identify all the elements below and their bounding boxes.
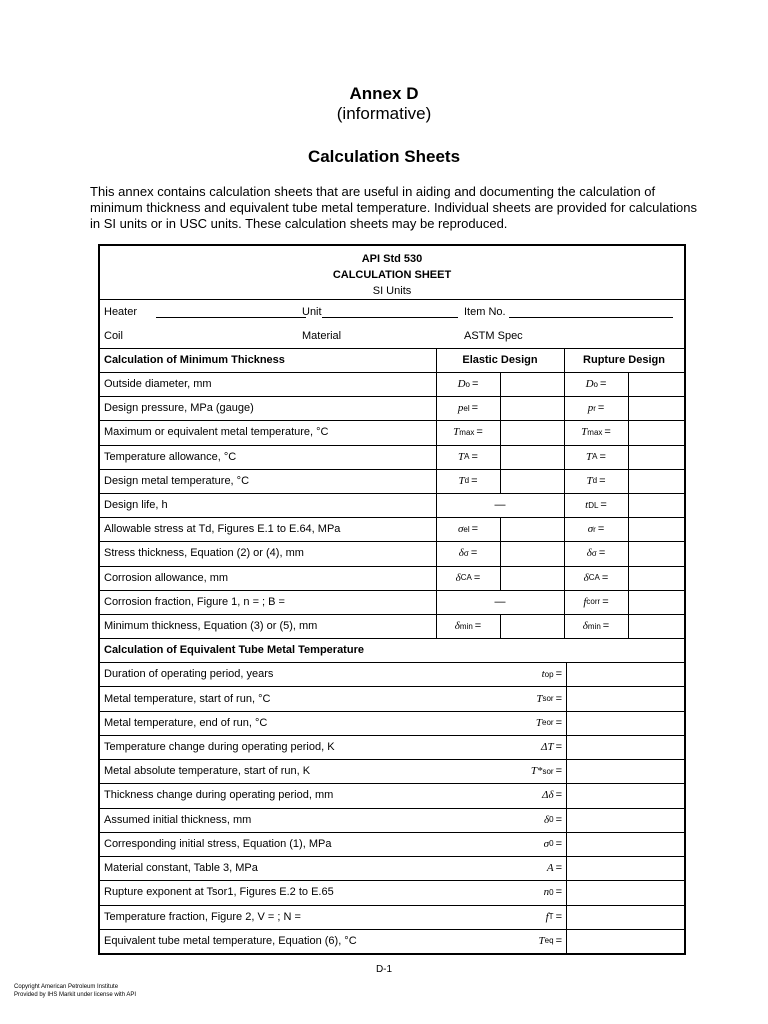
- rupture-symbol: [564, 614, 628, 638]
- elastic-value-field[interactable]: [500, 396, 564, 420]
- column-divider: [436, 566, 437, 590]
- column-divider: [628, 614, 629, 638]
- elastic-symbol: [436, 541, 500, 565]
- equiv-symbol: [516, 880, 566, 904]
- equals-sign: =: [555, 668, 562, 681]
- column-divider: [564, 469, 565, 493]
- row-label: Outside diameter, mm: [104, 378, 212, 391]
- page-number: D-1: [375, 964, 393, 975]
- row-label: Duration of operating period, years: [104, 668, 274, 681]
- rupture-symbol: [564, 493, 628, 517]
- column-divider: [628, 445, 629, 469]
- column-divider: [566, 808, 567, 832]
- symbol-subscript: r: [593, 403, 596, 413]
- column-divider: [436, 420, 437, 444]
- heater-info-block: [100, 300, 684, 349]
- symbol: δ: [583, 571, 589, 584]
- row-label: Design life, h: [104, 499, 168, 512]
- symbol: T: [586, 474, 593, 487]
- equiv-temp-row: [100, 759, 684, 784]
- license-line: Provided by IHS Markit under license with API: [14, 992, 137, 998]
- row-label: Corrosion allowance, mm: [104, 571, 229, 584]
- column-divider: [566, 929, 567, 953]
- heater-label: Heater: [104, 306, 138, 318]
- symbol: D: [585, 378, 594, 391]
- equiv-temp-row: [100, 929, 684, 953]
- equals-sign: =: [473, 571, 481, 584]
- elastic-value-field[interactable]: [500, 614, 564, 638]
- symbol: T*: [530, 765, 543, 778]
- column-divider: [436, 469, 437, 493]
- column-divider: [566, 856, 567, 880]
- min-thickness-header-row: [100, 348, 684, 373]
- equiv-value-field[interactable]: [566, 856, 684, 880]
- column-divider: [566, 735, 567, 759]
- symbol-subscript: 0: [549, 815, 554, 825]
- symbol-subscript: op: [544, 669, 554, 679]
- min-thickness-row: [100, 396, 684, 421]
- column-divider: [500, 614, 501, 638]
- symbol-subscript: eor: [542, 718, 554, 728]
- row-label: Equivalent tube metal temperature, Equation (6), °C: [104, 934, 357, 947]
- rupture-value-field[interactable]: [628, 517, 684, 541]
- rupture-value-field[interactable]: [628, 590, 684, 614]
- equals-sign: =: [601, 571, 609, 584]
- symbol-subscript: sor: [542, 766, 554, 776]
- rupture-symbol: [564, 469, 628, 493]
- equals-sign: =: [471, 402, 479, 415]
- elastic-value-field[interactable]: [500, 517, 564, 541]
- symbol: t: [585, 499, 589, 512]
- equals-sign: =: [555, 692, 562, 705]
- symbol-subscript: d: [464, 476, 470, 486]
- column-divider: [564, 614, 565, 638]
- column-divider: [564, 396, 565, 420]
- equiv-temp-header: Calculation of Equivalent Tube Metal Temperature: [104, 644, 364, 657]
- column-divider: [436, 614, 437, 638]
- rupture-value-field[interactable]: [628, 469, 684, 493]
- symbol-subscript: max: [587, 427, 603, 437]
- column-divider: [566, 783, 567, 807]
- equiv-symbol: [516, 735, 566, 759]
- symbol: Δδ: [541, 789, 554, 802]
- sheet-name: CALCULATION SHEET: [332, 269, 452, 281]
- symbol-subscript: o: [593, 379, 598, 389]
- min-thickness-row: [100, 469, 684, 494]
- equiv-symbol: [516, 711, 566, 735]
- rupture-symbol: [564, 372, 628, 396]
- elastic-symbol: [436, 517, 500, 541]
- column-divider: [564, 566, 565, 590]
- equiv-value-field[interactable]: [566, 711, 684, 735]
- symbol: δ: [454, 620, 460, 633]
- symbol: T: [458, 474, 465, 487]
- row-label: Corrosion fraction, Figure 1, n = ; B =: [104, 595, 285, 608]
- row-label: Temperature allowance, °C: [104, 450, 237, 463]
- column-divider: [628, 396, 629, 420]
- equals-sign: =: [555, 741, 562, 753]
- equiv-temp-row: [100, 856, 684, 881]
- equiv-temp-row: [100, 735, 684, 760]
- row-label: Thickness change during operating period, mm: [104, 789, 334, 802]
- symbol-subscript: T: [548, 912, 554, 922]
- rupture-value-field[interactable]: [628, 445, 684, 469]
- symbol: δ: [543, 813, 550, 826]
- unit-field[interactable]: [322, 307, 458, 318]
- equiv-symbol: [516, 662, 566, 686]
- column-divider: [564, 493, 565, 517]
- symbol-subscript: corr: [586, 597, 601, 607]
- equiv-temp-row: [100, 808, 684, 833]
- column-divider: [500, 445, 501, 469]
- symbol-subscript: 0: [549, 839, 554, 849]
- column-divider: [566, 832, 567, 856]
- elastic-value-field[interactable]: [500, 469, 564, 493]
- not-applicable-dash: —: [494, 595, 506, 608]
- equals-sign: =: [555, 837, 562, 850]
- elastic-symbol: [436, 614, 500, 638]
- min-thickness-row: [100, 541, 684, 566]
- symbol: T: [538, 934, 545, 947]
- symbol-subscript: r: [593, 524, 596, 534]
- symbol: t: [541, 668, 545, 681]
- rupture-value-field[interactable]: [628, 614, 684, 638]
- min-thickness-row: [100, 493, 684, 518]
- material-label: Material: [302, 330, 342, 342]
- column-divider: [564, 541, 565, 565]
- equiv-symbol: [516, 905, 566, 929]
- equiv-temp-row: [100, 662, 684, 687]
- equiv-symbol: [516, 808, 566, 832]
- column-divider: [500, 517, 501, 541]
- row-label: Metal absolute temperature, start of run, K: [104, 765, 311, 778]
- equals-sign: =: [470, 547, 478, 560]
- equals-sign: =: [471, 523, 479, 536]
- copyright-line: Copyright American Petroleum Institute: [14, 984, 119, 990]
- equals-sign: =: [555, 910, 562, 923]
- elastic-symbol: [436, 566, 500, 590]
- column-divider: [566, 880, 567, 904]
- row-label: Metal temperature, end of run, °C: [104, 716, 268, 729]
- symbol-subscript: el: [463, 524, 470, 534]
- symbol-subscript: o: [465, 379, 470, 389]
- row-label: Corresponding initial stress, Equation (1), MPa: [104, 837, 332, 850]
- symbol: σ: [543, 837, 550, 850]
- column-divider: [628, 541, 629, 565]
- elastic-symbol: [436, 372, 500, 396]
- equals-sign: =: [602, 620, 610, 633]
- rupture-symbol: [564, 517, 628, 541]
- column-divider: [500, 396, 501, 420]
- equiv-temp-row: [100, 832, 684, 857]
- column-divider: [566, 759, 567, 783]
- equiv-value-field[interactable]: [566, 735, 684, 759]
- symbol: T: [586, 450, 593, 463]
- column-divider: [628, 590, 629, 614]
- symbol-subscript: max: [459, 427, 475, 437]
- symbol-subscript: σ: [591, 548, 597, 558]
- column-divider: [566, 905, 567, 929]
- equiv-symbol: [516, 856, 566, 880]
- elastic-symbol: [436, 396, 500, 420]
- equals-sign: =: [599, 378, 607, 391]
- sheet-standard: API Std 530: [361, 253, 423, 265]
- symbol: δ: [586, 547, 592, 560]
- column-divider: [436, 445, 437, 469]
- column-divider: [628, 566, 629, 590]
- symbol: T: [458, 450, 465, 463]
- equals-sign: =: [597, 523, 605, 536]
- equals-sign: =: [599, 450, 606, 463]
- column-divider: [628, 420, 629, 444]
- rupture-symbol: [564, 590, 628, 614]
- symbol-subscript: A: [464, 452, 470, 462]
- min-thickness-header: Calculation of Minimum Thickness: [104, 354, 285, 366]
- symbol: T: [581, 426, 588, 439]
- heater-field[interactable]: [156, 307, 306, 318]
- equiv-symbol: [516, 783, 566, 807]
- min-thickness-row: [100, 445, 684, 470]
- row-label: Metal temperature, start of run, °C: [104, 692, 271, 705]
- equals-sign: =: [555, 813, 562, 826]
- column-divider: [564, 590, 565, 614]
- column-divider: [436, 517, 437, 541]
- symbol: f: [583, 595, 587, 608]
- symbol: ΔT: [540, 741, 554, 753]
- equiv-temp-row: [100, 686, 684, 711]
- equiv-value-field[interactable]: [566, 880, 684, 904]
- symbol: T: [535, 716, 542, 729]
- annex-subtitle: (informative): [336, 104, 432, 123]
- column-divider: [564, 445, 565, 469]
- symbol: n: [543, 886, 550, 899]
- symbol: f: [545, 910, 549, 923]
- elastic-value-field[interactable]: [500, 420, 564, 444]
- equals-sign: =: [600, 499, 607, 512]
- equals-sign: =: [597, 402, 605, 415]
- intro-paragraph: This annex contains calculation sheets that are useful in aiding and documenting the calculation of minimum thickness and equivalent tube metal temperature. Individual sheets are provided for calculations in SI units or in USC units. These calculation sheets may be reproduced.: [90, 184, 697, 231]
- column-divider: [500, 566, 501, 590]
- equiv-symbol: [516, 686, 566, 710]
- rupture-symbol: [564, 445, 628, 469]
- symbol-subscript: 0: [549, 887, 554, 897]
- column-divider: [564, 372, 565, 396]
- item-no-label: Item No.: [464, 306, 506, 318]
- column-divider: [566, 686, 567, 710]
- row-label: Design pressure, MPa (gauge): [104, 402, 254, 415]
- equiv-temp-row: [100, 783, 684, 808]
- item-no-field[interactable]: [509, 307, 673, 318]
- symbol: p: [587, 402, 594, 415]
- symbol-subscript: el: [463, 403, 470, 413]
- equals-sign: =: [555, 862, 562, 875]
- equiv-temp-row: [100, 711, 684, 736]
- rupture-value-field[interactable]: [628, 566, 684, 590]
- row-label: Minimum thickness, Equation (3) or (5), mm: [104, 620, 318, 633]
- rupture-symbol: [564, 396, 628, 420]
- symbol-subscript: CA: [588, 573, 600, 583]
- elastic-symbol: [436, 469, 500, 493]
- column-divider: [628, 469, 629, 493]
- row-label: Rupture exponent at Tsor1, Figures E.2 to E.65: [104, 886, 334, 899]
- symbol: δ: [458, 547, 464, 560]
- equiv-temp-header-row: [100, 638, 684, 663]
- equals-sign: =: [599, 474, 606, 487]
- rupture-symbol: [564, 420, 628, 444]
- row-label: Maximum or equivalent metal temperature, °C: [104, 426, 329, 439]
- column-divider: [436, 396, 437, 420]
- min-thickness-row: [100, 590, 684, 615]
- equiv-symbol: [516, 759, 566, 783]
- symbol-subscript: DL: [588, 500, 599, 510]
- rupture-value-field[interactable]: [628, 420, 684, 444]
- symbol: A: [546, 862, 554, 875]
- equiv-symbol: [516, 832, 566, 856]
- equiv-value-field[interactable]: [566, 832, 684, 856]
- equals-sign: =: [602, 595, 609, 608]
- symbol-subscript: sor: [542, 694, 554, 704]
- elastic-design-header: Elastic Design: [462, 354, 538, 366]
- row-label: Assumed initial thickness, mm: [104, 813, 252, 826]
- min-thickness-row: [100, 420, 684, 445]
- column-divider: [628, 493, 629, 517]
- symbol-subscript: eq: [544, 936, 554, 946]
- min-thickness-row: [100, 372, 684, 397]
- sheet-header: [100, 246, 684, 300]
- symbol-subscript: min: [459, 621, 473, 631]
- equiv-temp-row: [100, 905, 684, 930]
- calculation-sheet: [98, 244, 686, 955]
- column-divider: [564, 348, 565, 372]
- equals-sign: =: [604, 426, 611, 439]
- astm-spec-label: ASTM Spec: [464, 330, 523, 342]
- row-label: Temperature change during operating period, K: [104, 741, 335, 753]
- section-title: Calculation Sheets: [307, 147, 461, 166]
- equiv-value-field[interactable]: [566, 759, 684, 783]
- equiv-value-field[interactable]: [566, 929, 684, 953]
- equals-sign: =: [598, 547, 606, 560]
- equiv-value-field[interactable]: [566, 808, 684, 832]
- equals-sign: =: [471, 450, 478, 463]
- symbol: p: [457, 402, 464, 415]
- equiv-value-field[interactable]: [566, 662, 684, 686]
- symbol-subscript: A: [592, 452, 598, 462]
- column-divider: [500, 420, 501, 444]
- column-divider: [436, 348, 437, 372]
- equals-sign: =: [555, 789, 562, 802]
- column-divider: [500, 541, 501, 565]
- copyright-notice: [14, 983, 136, 999]
- column-divider: [436, 372, 437, 396]
- rupture-symbol: [564, 541, 628, 565]
- column-divider: [500, 469, 501, 493]
- symbol-subscript: CA: [460, 573, 472, 583]
- symbol-subscript: σ: [463, 548, 469, 558]
- annex-title: Annex D: [349, 84, 419, 103]
- symbol: δ: [582, 620, 588, 633]
- equals-sign: =: [555, 886, 562, 899]
- rupture-value-field[interactable]: [628, 493, 684, 517]
- rupture-design-header: Rupture Design: [583, 354, 665, 366]
- equiv-symbol: [516, 929, 566, 953]
- rupture-value-field[interactable]: [628, 396, 684, 420]
- equiv-temp-row: [100, 880, 684, 905]
- equals-sign: =: [474, 620, 482, 633]
- rupture-value-field[interactable]: [628, 372, 684, 396]
- unit-label: Unit: [302, 306, 322, 318]
- equals-sign: =: [471, 474, 478, 487]
- elastic-symbol: [436, 445, 500, 469]
- row-label: Stress thickness, Equation (2) or (4), mm: [104, 547, 304, 560]
- elastic-value-field[interactable]: [500, 445, 564, 469]
- row-label: Temperature fraction, Figure 2, V = ; N =: [104, 910, 301, 923]
- rupture-symbol: [564, 566, 628, 590]
- equals-sign: =: [555, 716, 562, 729]
- sheet-units: SI Units: [372, 285, 412, 297]
- equals-sign: =: [555, 765, 562, 778]
- column-divider: [436, 541, 437, 565]
- equiv-value-field[interactable]: [566, 905, 684, 929]
- column-divider: [628, 517, 629, 541]
- not-applicable-dash: —: [494, 499, 506, 512]
- column-divider: [566, 662, 567, 686]
- min-thickness-row: [100, 614, 684, 639]
- min-thickness-row: [100, 566, 684, 591]
- column-divider: [628, 372, 629, 396]
- equiv-value-field[interactable]: [566, 686, 684, 710]
- elastic-value-field[interactable]: [500, 372, 564, 396]
- column-divider: [564, 517, 565, 541]
- symbol: σ: [587, 523, 594, 536]
- symbol: T: [453, 426, 460, 439]
- equals-sign: =: [471, 378, 479, 391]
- symbol: T: [536, 692, 543, 705]
- equals-sign: =: [476, 426, 483, 439]
- row-label: Allowable stress at Td, Figures E.1 to E.64, MPa: [104, 523, 341, 536]
- column-divider: [566, 711, 567, 735]
- symbol: σ: [457, 523, 464, 536]
- elastic-symbol: [436, 420, 500, 444]
- coil-label: Coil: [104, 330, 123, 342]
- symbol: δ: [455, 571, 461, 584]
- column-divider: [564, 420, 565, 444]
- rupture-value-field[interactable]: [628, 541, 684, 565]
- row-label: Design metal temperature, °C: [104, 474, 250, 487]
- elastic-value-field[interactable]: [500, 566, 564, 590]
- symbol-subscript: d: [592, 476, 598, 486]
- min-thickness-row: [100, 517, 684, 542]
- row-label: Material constant, Table 3, MPa: [104, 862, 258, 875]
- column-divider: [436, 590, 437, 614]
- column-divider: [436, 493, 437, 517]
- equals-sign: =: [555, 934, 562, 947]
- symbol: D: [457, 378, 466, 391]
- equiv-value-field[interactable]: [566, 783, 684, 807]
- symbol-subscript: min: [587, 621, 601, 631]
- column-divider: [500, 372, 501, 396]
- elastic-value-field[interactable]: [500, 541, 564, 565]
